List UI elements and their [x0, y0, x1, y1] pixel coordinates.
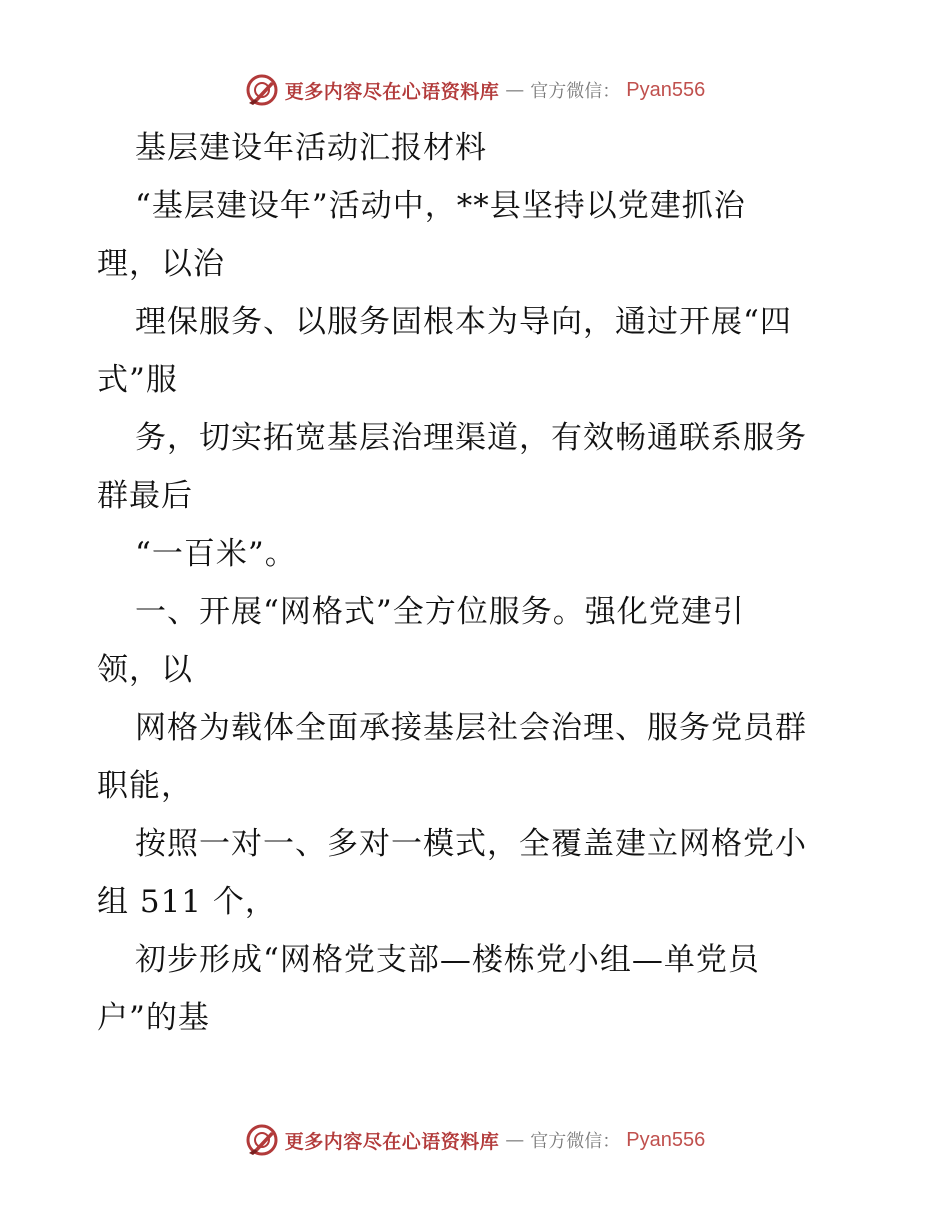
- section-heading-line: 一、开展“网格式”全方位服务。强化党建引: [135, 594, 745, 630]
- paragraph-line: 户”的基: [97, 1000, 210, 1036]
- footer-banner-text: 更多内容尽在心语资料库: [284, 1130, 500, 1153]
- library-logo-icon: [245, 1123, 279, 1157]
- header-banner: [0, 70, 950, 110]
- header-banner-dash: —: [505, 79, 525, 101]
- footer-wechat-id: Pyan556: [626, 1128, 706, 1151]
- paragraph-line: 初步形成“网格党支部—楼栋党小组—单党员: [135, 942, 760, 978]
- document-title: 基层建设年活动汇报材料: [135, 130, 487, 166]
- paragraph-line: 理，以治: [97, 246, 225, 282]
- paragraph-line: “基层建设年”活动中，**县坚持以党建抓治: [135, 188, 746, 224]
- footer-banner-dash: —: [505, 1129, 525, 1151]
- paragraph-line: 组 511 个，: [97, 884, 277, 920]
- paragraph-line: 理保服务、以服务固根本为导向，通过开展“四: [135, 304, 792, 340]
- paragraph-line: 网格为载体全面承接基层社会治理、服务党员群: [135, 710, 807, 746]
- header-banner-text: 更多内容尽在心语资料库: [284, 80, 500, 103]
- paragraph-line: 领，以: [97, 652, 193, 688]
- header-wechat-label: 官方微信：: [530, 81, 621, 102]
- header-banner-content: [245, 73, 705, 107]
- paragraph-line: 式”服: [97, 362, 178, 398]
- header-wechat-id: Pyan556: [626, 78, 706, 101]
- footer-wechat-label: 官方微信：: [530, 1131, 621, 1152]
- paragraph-line: 职能，: [97, 768, 193, 804]
- paragraph-line: 按照一对一、多对一模式，全覆盖建立网格党小: [135, 826, 807, 862]
- footer-banner: [0, 1120, 950, 1160]
- paragraph-line: “一百米”。: [135, 536, 297, 572]
- paragraph-line: 群最后: [97, 478, 193, 514]
- paragraph-line: 务，切实拓宽基层治理渠道，有效畅通联系服务: [135, 420, 807, 456]
- footer-banner-content: [245, 1123, 705, 1157]
- library-logo-icon: [245, 73, 279, 107]
